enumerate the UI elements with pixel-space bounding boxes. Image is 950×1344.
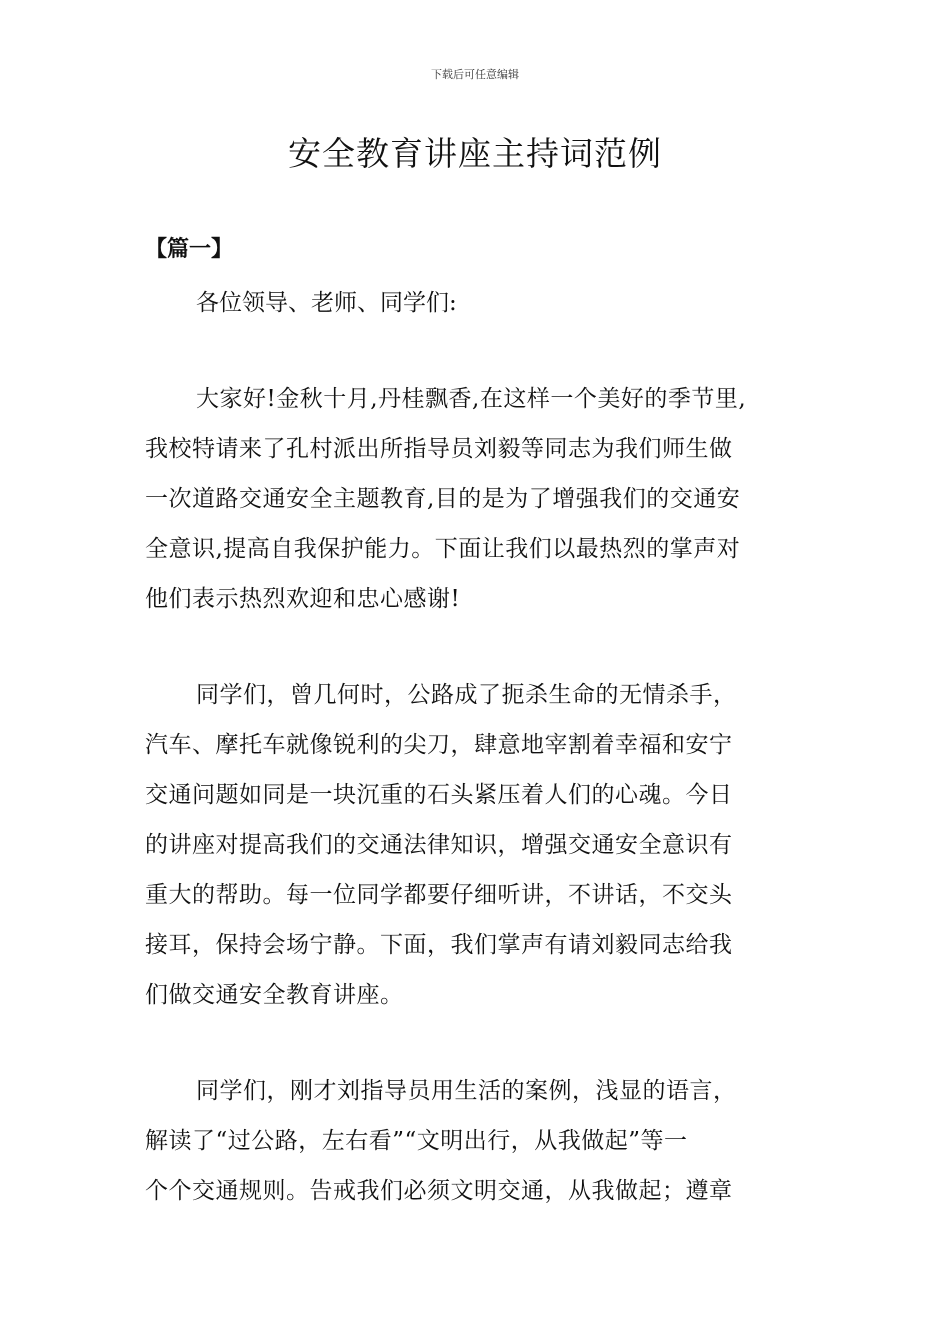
paragraph-line: 们做交通安全教育讲座。: [145, 982, 404, 1008]
paragraph-line: 重大的帮助。每一位同学都要仔细听讲，不讲话，不交头: [145, 882, 733, 908]
paragraph-line: 大家好!金秋十月,丹桂飘香,在这样一个美好的季节里,: [196, 386, 747, 412]
paragraph-line: 的讲座对提高我们的交通法律知识，增强交通安全意识有: [145, 832, 733, 858]
paragraph: [145, 670, 815, 1020]
paragraph-line: 同学们，曾几何时，公路成了扼杀生命的无情杀手，: [196, 682, 737, 708]
paragraph-line: 他们表示热烈欢迎和忠心感谢!: [145, 586, 461, 612]
paragraph-line: 一次道路交通安全主题教育,目的是为了增强我们的交通安: [145, 486, 741, 512]
paragraph-line: 我校特请来了孔村派出所指导员刘毅等同志为我们师生做: [145, 436, 733, 462]
paragraph-line: 交通问题如同是一块沉重的石头紧压着人们的心魂。今日: [145, 782, 733, 808]
paragraph-line: 接耳，保持会场宁静。下面，我们掌声有请刘毅同志给我: [145, 932, 733, 958]
paragraph-line: 解读了“过公路，左右看”“文明出行，从我做起”等一: [145, 1128, 688, 1154]
header-note: 下载后可任意编辑: [431, 68, 519, 81]
paragraph-line: 同学们，刚才刘指导员用生活的案例，浅显的语言，: [196, 1078, 737, 1104]
paragraph: [145, 1066, 815, 1216]
document-title: 安全教育讲座主持词范例: [288, 134, 662, 173]
paragraph-line: 全意识,提高自我保护能力。下面让我们以最热烈的掌声对: [145, 536, 741, 562]
paragraph: [145, 374, 815, 624]
section-label: 【篇一】: [145, 236, 234, 262]
paragraph-line: 汽车、摩托车就像锐利的尖刀，肆意地宰割着幸福和安宁: [145, 732, 733, 758]
greeting-line: 各位领导、老师、同学们:: [196, 290, 457, 316]
paragraph-line: 个个交通规则。告戒我们必须文明交通，从我做起；遵章: [145, 1178, 733, 1204]
